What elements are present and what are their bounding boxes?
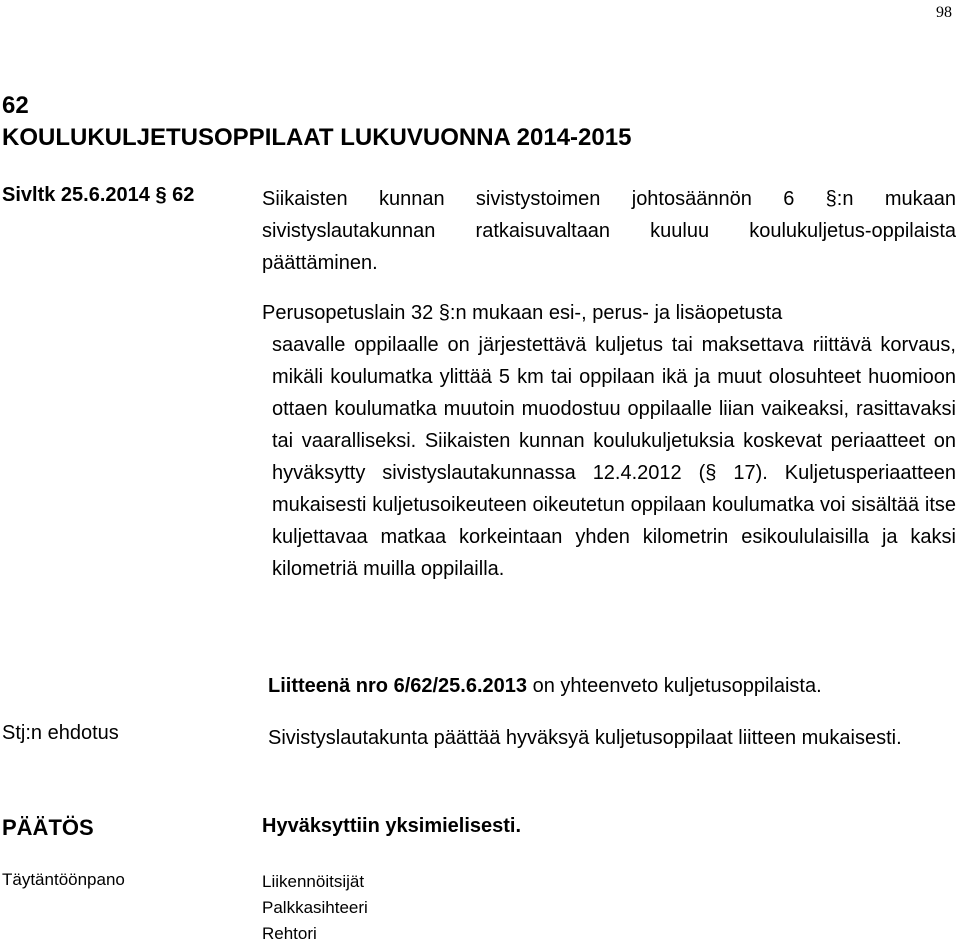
attachment-reference: Liitteenä nro 6/62/25.6.2013 <box>268 675 528 697</box>
proposal-text: Sivistyslautakunta päättää hyväksyä kuljetusoppilaat liitteen mukaisesti. <box>268 727 902 749</box>
attachment-note <box>268 672 822 700</box>
recipient-item: Palkkasihteeri <box>262 898 368 917</box>
section-number: 62 <box>2 92 29 119</box>
page-number: 98 <box>936 4 952 21</box>
intro-paragraph: Siikaisten kunnan sivistystoimen johtosäännön 6 §:n mukaan sivistyslautakunnan ratkaisuvaltaan kuuluu koulukuljetus-oppilaista päättäminen. <box>262 188 956 274</box>
main-paragraph <box>262 297 956 585</box>
main-paragraph-first-line: Perusopetuslain 32 §:n mukaan esi-, perus- ja lisäopetusta <box>262 302 783 324</box>
decision-text: Hyväksyttiin yksimielisesti. <box>262 815 522 837</box>
proposal-label: Stj:n ehdotus <box>2 722 119 744</box>
recipient-item: Liikennöitsijät <box>262 872 365 891</box>
execution-recipient-list <box>262 869 368 947</box>
attachment-description: on yhteenveto kuljetusoppilaista. <box>527 675 822 697</box>
recipient-item: Rehtori <box>262 924 317 943</box>
decision-label: PÄÄTÖS <box>2 815 94 840</box>
meeting-reference: Sivltk 25.6.2014 § 62 <box>2 184 195 206</box>
section-title: KOULUKULJETUSOPPILAAT LUKUVUONNA 2014-2015 <box>2 124 632 151</box>
main-paragraph-body: saavalle oppilaalle on järjestettävä kuljetus tai maksettava riittävä korvaus, mikäli koulumatka ylittää 5 km tai oppilaan ikä ja muut olosuhteet huomioon ottaen koulumatka muutoin muodostuu oppilaalle liian vaikeaksi, rasittavaksi tai vaaralliseksi. Siikaisten kunnan koulukuljetuksia koskevat periaatteet on hyväksytty sivistyslautakunnassa 12.4.2012 (§ 17). Kuljetusperiaatteen mukaisesti kuljetusoikeuteen oikeutetun oppilaan koulumatka voi sisältää itse kuljettavaa matkaa korkeintaan yhden kilometrin esikoululaisilla ja kaksi kilometriä muilla oppilailla. <box>272 334 956 580</box>
execution-label: Täytäntöönpano <box>2 870 125 889</box>
